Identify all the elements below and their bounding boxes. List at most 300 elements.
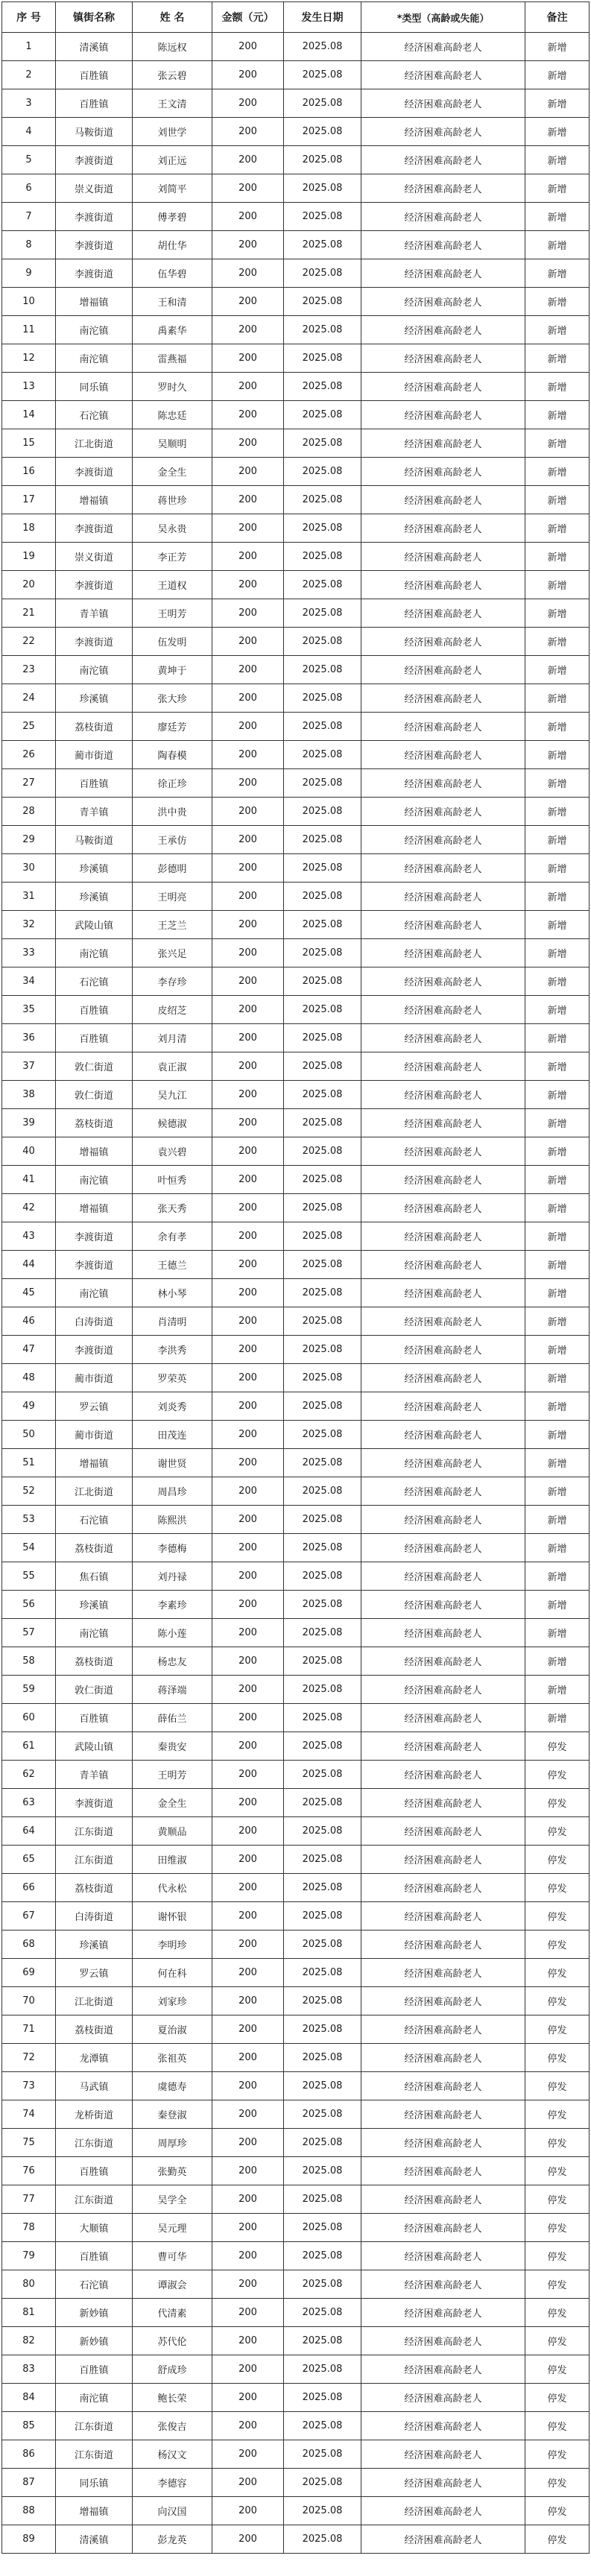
- cell-note: 停发: [525, 1874, 590, 1902]
- cell-town: 珍溪镇: [56, 684, 133, 713]
- cell-name: 曹可华: [133, 2242, 212, 2270]
- cell-date: 2025.08: [284, 1052, 361, 1081]
- table-row: [2, 2214, 590, 2242]
- cell-note: 停发: [525, 2015, 590, 2044]
- cell-type: 经济困难高龄老人: [361, 1902, 525, 1931]
- cell-seq: 45: [2, 1279, 56, 1307]
- cell-name: 伍发明: [133, 628, 212, 656]
- cell-note: 停发: [525, 1846, 590, 1874]
- cell-town: 李渡街道: [56, 1251, 133, 1279]
- cell-name: 吴顺明: [133, 429, 212, 458]
- cell-name: 胡仕华: [133, 231, 212, 259]
- cell-note: 新增: [525, 1364, 590, 1392]
- cell-date: 2025.08: [284, 1959, 361, 1987]
- cell-amount: 200: [212, 1846, 284, 1874]
- cell-town: 蔺市街道: [56, 1364, 133, 1392]
- cell-note: 新增: [525, 146, 590, 174]
- table-row: [2, 1364, 590, 1392]
- cell-amount: 200: [212, 967, 284, 996]
- cell-town: 龙潭镇: [56, 2044, 133, 2072]
- table-row: [2, 1732, 590, 1761]
- cell-amount: 200: [212, 2355, 284, 2384]
- cell-date: 2025.08: [284, 1166, 361, 1194]
- cell-name: 李德梅: [133, 1534, 212, 1562]
- cell-date: 2025.08: [284, 911, 361, 939]
- cell-date: 2025.08: [284, 1704, 361, 1732]
- cell-amount: 200: [212, 883, 284, 911]
- cell-date: 2025.08: [284, 429, 361, 458]
- cell-town: 石沱镇: [56, 1506, 133, 1534]
- cell-amount: 200: [212, 373, 284, 401]
- table-row: [2, 146, 590, 174]
- cell-town: 马鞍街道: [56, 118, 133, 146]
- cell-name: 刘正远: [133, 146, 212, 174]
- cell-note: 新增: [525, 33, 590, 61]
- cell-amount: 200: [212, 684, 284, 713]
- cell-town: 南沱镇: [56, 1619, 133, 1647]
- cell-note: 新增: [525, 458, 590, 486]
- cell-seq: 65: [2, 1846, 56, 1874]
- cell-seq: 19: [2, 543, 56, 571]
- cell-amount: 200: [212, 401, 284, 429]
- table-row: [2, 2185, 590, 2214]
- table-row: [2, 911, 590, 939]
- cell-amount: 200: [212, 2072, 284, 2100]
- cell-seq: 68: [2, 1931, 56, 1959]
- cell-town: 百胜镇: [56, 1704, 133, 1732]
- cell-town: 同乐镇: [56, 2469, 133, 2497]
- cell-amount: 200: [212, 1137, 284, 1166]
- cell-type: 经济困难高龄老人: [361, 1761, 525, 1789]
- cell-type: 经济困难高龄老人: [361, 2327, 525, 2355]
- cell-type: 经济困难高龄老人: [361, 458, 525, 486]
- table-row: [2, 1846, 590, 1874]
- cell-note: 停发: [525, 2044, 590, 2072]
- cell-name: 金全生: [133, 458, 212, 486]
- cell-type: 经济困难高龄老人: [361, 741, 525, 769]
- cell-seq: 1: [2, 33, 56, 61]
- cell-type: 经济困难高龄老人: [361, 401, 525, 429]
- cell-type: 经济困难高龄老人: [361, 2157, 525, 2185]
- cell-town: 武陵山镇: [56, 1732, 133, 1761]
- cell-date: 2025.08: [284, 2497, 361, 2525]
- cell-name: 陈熙洪: [133, 1506, 212, 1534]
- cell-name: 王明芳: [133, 599, 212, 628]
- cell-seq: 8: [2, 231, 56, 259]
- cell-name: 余有孝: [133, 1222, 212, 1251]
- cell-type: 经济困难高龄老人: [361, 118, 525, 146]
- cell-note: 新增: [525, 1449, 590, 1477]
- cell-name: 刘炎秀: [133, 1392, 212, 1421]
- cell-date: 2025.08: [284, 203, 361, 231]
- cell-name: 蒋世珍: [133, 486, 212, 514]
- cell-note: 停发: [525, 2412, 590, 2440]
- cell-date: 2025.08: [284, 2525, 361, 2554]
- cell-name: 张大珍: [133, 684, 212, 713]
- cell-town: 百胜镇: [56, 996, 133, 1024]
- cell-date: 2025.08: [284, 1421, 361, 1449]
- cell-type: 经济困难高龄老人: [361, 1109, 525, 1137]
- cell-type: 经济困难高龄老人: [361, 486, 525, 514]
- table-row: [2, 2469, 590, 2497]
- cell-amount: 200: [212, 1392, 284, 1421]
- cell-seq: 21: [2, 599, 56, 628]
- cell-town: 李渡街道: [56, 1222, 133, 1251]
- cell-town: 江北街道: [56, 1477, 133, 1506]
- cell-town: 荔枝街道: [56, 1647, 133, 1676]
- table-row: [2, 231, 590, 259]
- cell-note: 新增: [525, 1081, 590, 1109]
- cell-amount: 200: [212, 1902, 284, 1931]
- cell-note: 新增: [525, 883, 590, 911]
- cell-type: 经济困难高龄老人: [361, 1562, 525, 1591]
- cell-type: 经济困难高龄老人: [361, 1732, 525, 1761]
- cell-amount: 200: [212, 1052, 284, 1081]
- cell-seq: 35: [2, 996, 56, 1024]
- cell-type: 经济困难高龄老人: [361, 288, 525, 316]
- table-row: [2, 1052, 590, 1081]
- cell-town: 李渡街道: [56, 628, 133, 656]
- cell-amount: 200: [212, 1449, 284, 1477]
- cell-name: 代清素: [133, 2299, 212, 2327]
- cell-town: 焦石镇: [56, 1562, 133, 1591]
- cell-date: 2025.08: [284, 89, 361, 118]
- cell-type: 经济困难高龄老人: [361, 89, 525, 118]
- subsidy-table: [1, 1, 590, 2554]
- cell-date: 2025.08: [284, 33, 361, 61]
- cell-type: 经济困难高龄老人: [361, 2469, 525, 2497]
- cell-amount: 200: [212, 1194, 284, 1222]
- cell-seq: 16: [2, 458, 56, 486]
- table-row: [2, 2044, 590, 2072]
- cell-date: 2025.08: [284, 939, 361, 967]
- cell-amount: 200: [212, 1279, 284, 1307]
- cell-seq: 50: [2, 1421, 56, 1449]
- cell-date: 2025.08: [284, 1534, 361, 1562]
- table-row: [2, 2384, 590, 2412]
- cell-amount: 200: [212, 118, 284, 146]
- cell-amount: 200: [212, 458, 284, 486]
- cell-note: 新增: [525, 316, 590, 344]
- cell-seq: 41: [2, 1166, 56, 1194]
- cell-date: 2025.08: [284, 713, 361, 741]
- table-row: [2, 883, 590, 911]
- cell-town: 南沱镇: [56, 939, 133, 967]
- cell-type: 经济困难高龄老人: [361, 1307, 525, 1336]
- cell-seq: 33: [2, 939, 56, 967]
- cell-note: 新增: [525, 1279, 590, 1307]
- table-row: [2, 2242, 590, 2270]
- cell-amount: 200: [212, 1732, 284, 1761]
- cell-date: 2025.08: [284, 2270, 361, 2299]
- cell-name: 夏治淑: [133, 2015, 212, 2044]
- cell-amount: 200: [212, 2497, 284, 2525]
- cell-date: 2025.08: [284, 486, 361, 514]
- cell-town: 大顺镇: [56, 2214, 133, 2242]
- cell-name: 李明珍: [133, 1931, 212, 1959]
- cell-date: 2025.08: [284, 656, 361, 684]
- cell-name: 皮绍芝: [133, 996, 212, 1024]
- cell-town: 荔枝街道: [56, 2015, 133, 2044]
- table-row: [2, 2525, 590, 2554]
- cell-seq: 52: [2, 1477, 56, 1506]
- cell-name: 鲍长荣: [133, 2384, 212, 2412]
- cell-seq: 38: [2, 1081, 56, 1109]
- table-row: [2, 1307, 590, 1336]
- cell-amount: 200: [212, 1166, 284, 1194]
- table-row: [2, 2497, 590, 2525]
- cell-town: 增福镇: [56, 1194, 133, 1222]
- cell-name: 李洪秀: [133, 1336, 212, 1364]
- header-note: 备注: [525, 2, 590, 33]
- cell-town: 李渡街道: [56, 1336, 133, 1364]
- cell-name: 刘丹禄: [133, 1562, 212, 1591]
- cell-date: 2025.08: [284, 1817, 361, 1846]
- cell-seq: 78: [2, 2214, 56, 2242]
- cell-seq: 13: [2, 373, 56, 401]
- cell-amount: 200: [212, 911, 284, 939]
- cell-note: 停发: [525, 1931, 590, 1959]
- cell-date: 2025.08: [284, 373, 361, 401]
- cell-name: 李正芳: [133, 543, 212, 571]
- cell-note: 新增: [525, 259, 590, 288]
- cell-date: 2025.08: [284, 1732, 361, 1761]
- cell-town: 南沱镇: [56, 2384, 133, 2412]
- cell-seq: 81: [2, 2299, 56, 2327]
- cell-seq: 85: [2, 2412, 56, 2440]
- cell-date: 2025.08: [284, 543, 361, 571]
- cell-seq: 72: [2, 2044, 56, 2072]
- cell-name: 刘简平: [133, 174, 212, 203]
- cell-amount: 200: [212, 514, 284, 543]
- cell-name: 谢怀银: [133, 1902, 212, 1931]
- cell-type: 经济困难高龄老人: [361, 2270, 525, 2299]
- cell-date: 2025.08: [284, 1902, 361, 1931]
- cell-town: 石沱镇: [56, 967, 133, 996]
- cell-seq: 6: [2, 174, 56, 203]
- cell-date: 2025.08: [284, 883, 361, 911]
- cell-town: 白涛街道: [56, 1902, 133, 1931]
- cell-type: 经济困难高龄老人: [361, 1024, 525, 1052]
- cell-name: 李素珍: [133, 1591, 212, 1619]
- table-row: [2, 571, 590, 599]
- cell-date: 2025.08: [284, 996, 361, 1024]
- cell-name: 禹素华: [133, 316, 212, 344]
- cell-amount: 200: [212, 996, 284, 1024]
- table-row: [2, 996, 590, 1024]
- cell-name: 候德淑: [133, 1109, 212, 1137]
- cell-date: 2025.08: [284, 231, 361, 259]
- cell-name: 王明芳: [133, 1761, 212, 1789]
- cell-town: 李渡街道: [56, 259, 133, 288]
- cell-date: 2025.08: [284, 1081, 361, 1109]
- cell-seq: 60: [2, 1704, 56, 1732]
- cell-note: 新增: [525, 1052, 590, 1081]
- cell-amount: 200: [212, 2327, 284, 2355]
- cell-type: 经济困难高龄老人: [361, 1591, 525, 1619]
- cell-name: 王德兰: [133, 1251, 212, 1279]
- cell-date: 2025.08: [284, 2015, 361, 2044]
- table-row: [2, 854, 590, 883]
- cell-note: 停发: [525, 1789, 590, 1817]
- cell-town: 江东街道: [56, 1817, 133, 1846]
- cell-seq: 4: [2, 118, 56, 146]
- cell-town: 蔺市街道: [56, 1421, 133, 1449]
- cell-amount: 200: [212, 231, 284, 259]
- cell-name: 吴九江: [133, 1081, 212, 1109]
- cell-note: 新增: [525, 1506, 590, 1534]
- cell-seq: 70: [2, 1987, 56, 2015]
- table-row: [2, 316, 590, 344]
- cell-town: 江东街道: [56, 2412, 133, 2440]
- cell-date: 2025.08: [284, 1137, 361, 1166]
- cell-note: 停发: [525, 2469, 590, 2497]
- table-row: [2, 1817, 590, 1846]
- cell-type: 经济困难高龄老人: [361, 1449, 525, 1477]
- table-row: [2, 713, 590, 741]
- table-row: [2, 2072, 590, 2100]
- cell-date: 2025.08: [284, 1987, 361, 2015]
- cell-date: 2025.08: [284, 514, 361, 543]
- cell-name: 刘世学: [133, 118, 212, 146]
- cell-town: 李渡街道: [56, 146, 133, 174]
- cell-town: 南沱镇: [56, 1166, 133, 1194]
- cell-amount: 200: [212, 1931, 284, 1959]
- cell-note: 停发: [525, 2440, 590, 2469]
- cell-town: 李渡街道: [56, 514, 133, 543]
- cell-name: 刘月清: [133, 1024, 212, 1052]
- cell-note: 新增: [525, 1562, 590, 1591]
- cell-type: 经济困难高龄老人: [361, 1081, 525, 1109]
- cell-town: 增福镇: [56, 1137, 133, 1166]
- cell-seq: 44: [2, 1251, 56, 1279]
- cell-date: 2025.08: [284, 1307, 361, 1336]
- cell-town: 珍溪镇: [56, 1931, 133, 1959]
- cell-type: 经济困难高龄老人: [361, 61, 525, 89]
- cell-date: 2025.08: [284, 1194, 361, 1222]
- cell-note: 停发: [525, 2129, 590, 2157]
- cell-note: 停发: [525, 2185, 590, 2214]
- cell-seq: 23: [2, 656, 56, 684]
- cell-town: 敦仁街道: [56, 1081, 133, 1109]
- cell-name: 罗荣英: [133, 1364, 212, 1392]
- table-row: [2, 1166, 590, 1194]
- cell-amount: 200: [212, 2412, 284, 2440]
- cell-seq: 27: [2, 769, 56, 798]
- cell-date: 2025.08: [284, 2185, 361, 2214]
- table-header-row: [2, 2, 590, 33]
- cell-type: 经济困难高龄老人: [361, 2497, 525, 2525]
- cell-seq: 89: [2, 2525, 56, 2554]
- cell-date: 2025.08: [284, 316, 361, 344]
- cell-town: 南沱镇: [56, 656, 133, 684]
- cell-type: 经济困难高龄老人: [361, 2299, 525, 2327]
- cell-amount: 200: [212, 2242, 284, 2270]
- cell-seq: 59: [2, 1676, 56, 1704]
- cell-note: 新增: [525, 1109, 590, 1137]
- cell-date: 2025.08: [284, 1647, 361, 1676]
- cell-note: 新增: [525, 1222, 590, 1251]
- cell-town: 崇义街道: [56, 543, 133, 571]
- cell-amount: 200: [212, 2440, 284, 2469]
- cell-date: 2025.08: [284, 2440, 361, 2469]
- cell-date: 2025.08: [284, 967, 361, 996]
- cell-name: 洪中贵: [133, 798, 212, 826]
- cell-type: 经济困难高龄老人: [361, 2412, 525, 2440]
- table-row: [2, 2440, 590, 2469]
- cell-type: 经济困难高龄老人: [361, 174, 525, 203]
- table-row: [2, 967, 590, 996]
- cell-amount: 200: [212, 1081, 284, 1109]
- cell-town: 百胜镇: [56, 1024, 133, 1052]
- cell-note: 新增: [525, 1251, 590, 1279]
- cell-seq: 5: [2, 146, 56, 174]
- cell-town: 增福镇: [56, 288, 133, 316]
- cell-note: 停发: [525, 2214, 590, 2242]
- cell-note: 新增: [525, 89, 590, 118]
- cell-note: 新增: [525, 684, 590, 713]
- cell-note: 停发: [525, 1817, 590, 1846]
- cell-amount: 200: [212, 1222, 284, 1251]
- cell-name: 李存珍: [133, 967, 212, 996]
- cell-name: 秦登淑: [133, 2100, 212, 2129]
- cell-amount: 200: [212, 486, 284, 514]
- table-row: [2, 288, 590, 316]
- cell-note: 新增: [525, 118, 590, 146]
- cell-town: 江北街道: [56, 429, 133, 458]
- cell-type: 经济困难高龄老人: [361, 1931, 525, 1959]
- cell-date: 2025.08: [284, 1024, 361, 1052]
- cell-type: 经济困难高龄老人: [361, 146, 525, 174]
- cell-type: 经济困难高龄老人: [361, 996, 525, 1024]
- cell-note: 新增: [525, 1421, 590, 1449]
- table-row: [2, 769, 590, 798]
- cell-note: 新增: [525, 401, 590, 429]
- cell-note: 停发: [525, 2327, 590, 2355]
- cell-note: 新增: [525, 798, 590, 826]
- cell-type: 经济困难高龄老人: [361, 2440, 525, 2469]
- cell-seq: 75: [2, 2129, 56, 2157]
- cell-town: 百胜镇: [56, 2157, 133, 2185]
- cell-type: 经济困难高龄老人: [361, 599, 525, 628]
- cell-seq: 63: [2, 1789, 56, 1817]
- cell-date: 2025.08: [284, 1477, 361, 1506]
- cell-amount: 200: [212, 1874, 284, 1902]
- cell-date: 2025.08: [284, 2214, 361, 2242]
- cell-amount: 200: [212, 798, 284, 826]
- cell-seq: 87: [2, 2469, 56, 2497]
- cell-type: 经济困难高龄老人: [361, 628, 525, 656]
- header-date: 发生日期: [284, 2, 361, 33]
- cell-date: 2025.08: [284, 684, 361, 713]
- cell-town: 罗云镇: [56, 1392, 133, 1421]
- cell-date: 2025.08: [284, 1222, 361, 1251]
- cell-amount: 200: [212, 1647, 284, 1676]
- cell-amount: 200: [212, 769, 284, 798]
- table-row: [2, 1676, 590, 1704]
- cell-town: 石沱镇: [56, 401, 133, 429]
- cell-amount: 200: [212, 1534, 284, 1562]
- cell-seq: 46: [2, 1307, 56, 1336]
- cell-type: 经济困难高龄老人: [361, 2384, 525, 2412]
- cell-name: 叶恒秀: [133, 1166, 212, 1194]
- cell-town: 石沱镇: [56, 2270, 133, 2299]
- cell-amount: 200: [212, 316, 284, 344]
- table-row: [2, 628, 590, 656]
- cell-seq: 25: [2, 713, 56, 741]
- cell-seq: 14: [2, 401, 56, 429]
- cell-note: 停发: [525, 1761, 590, 1789]
